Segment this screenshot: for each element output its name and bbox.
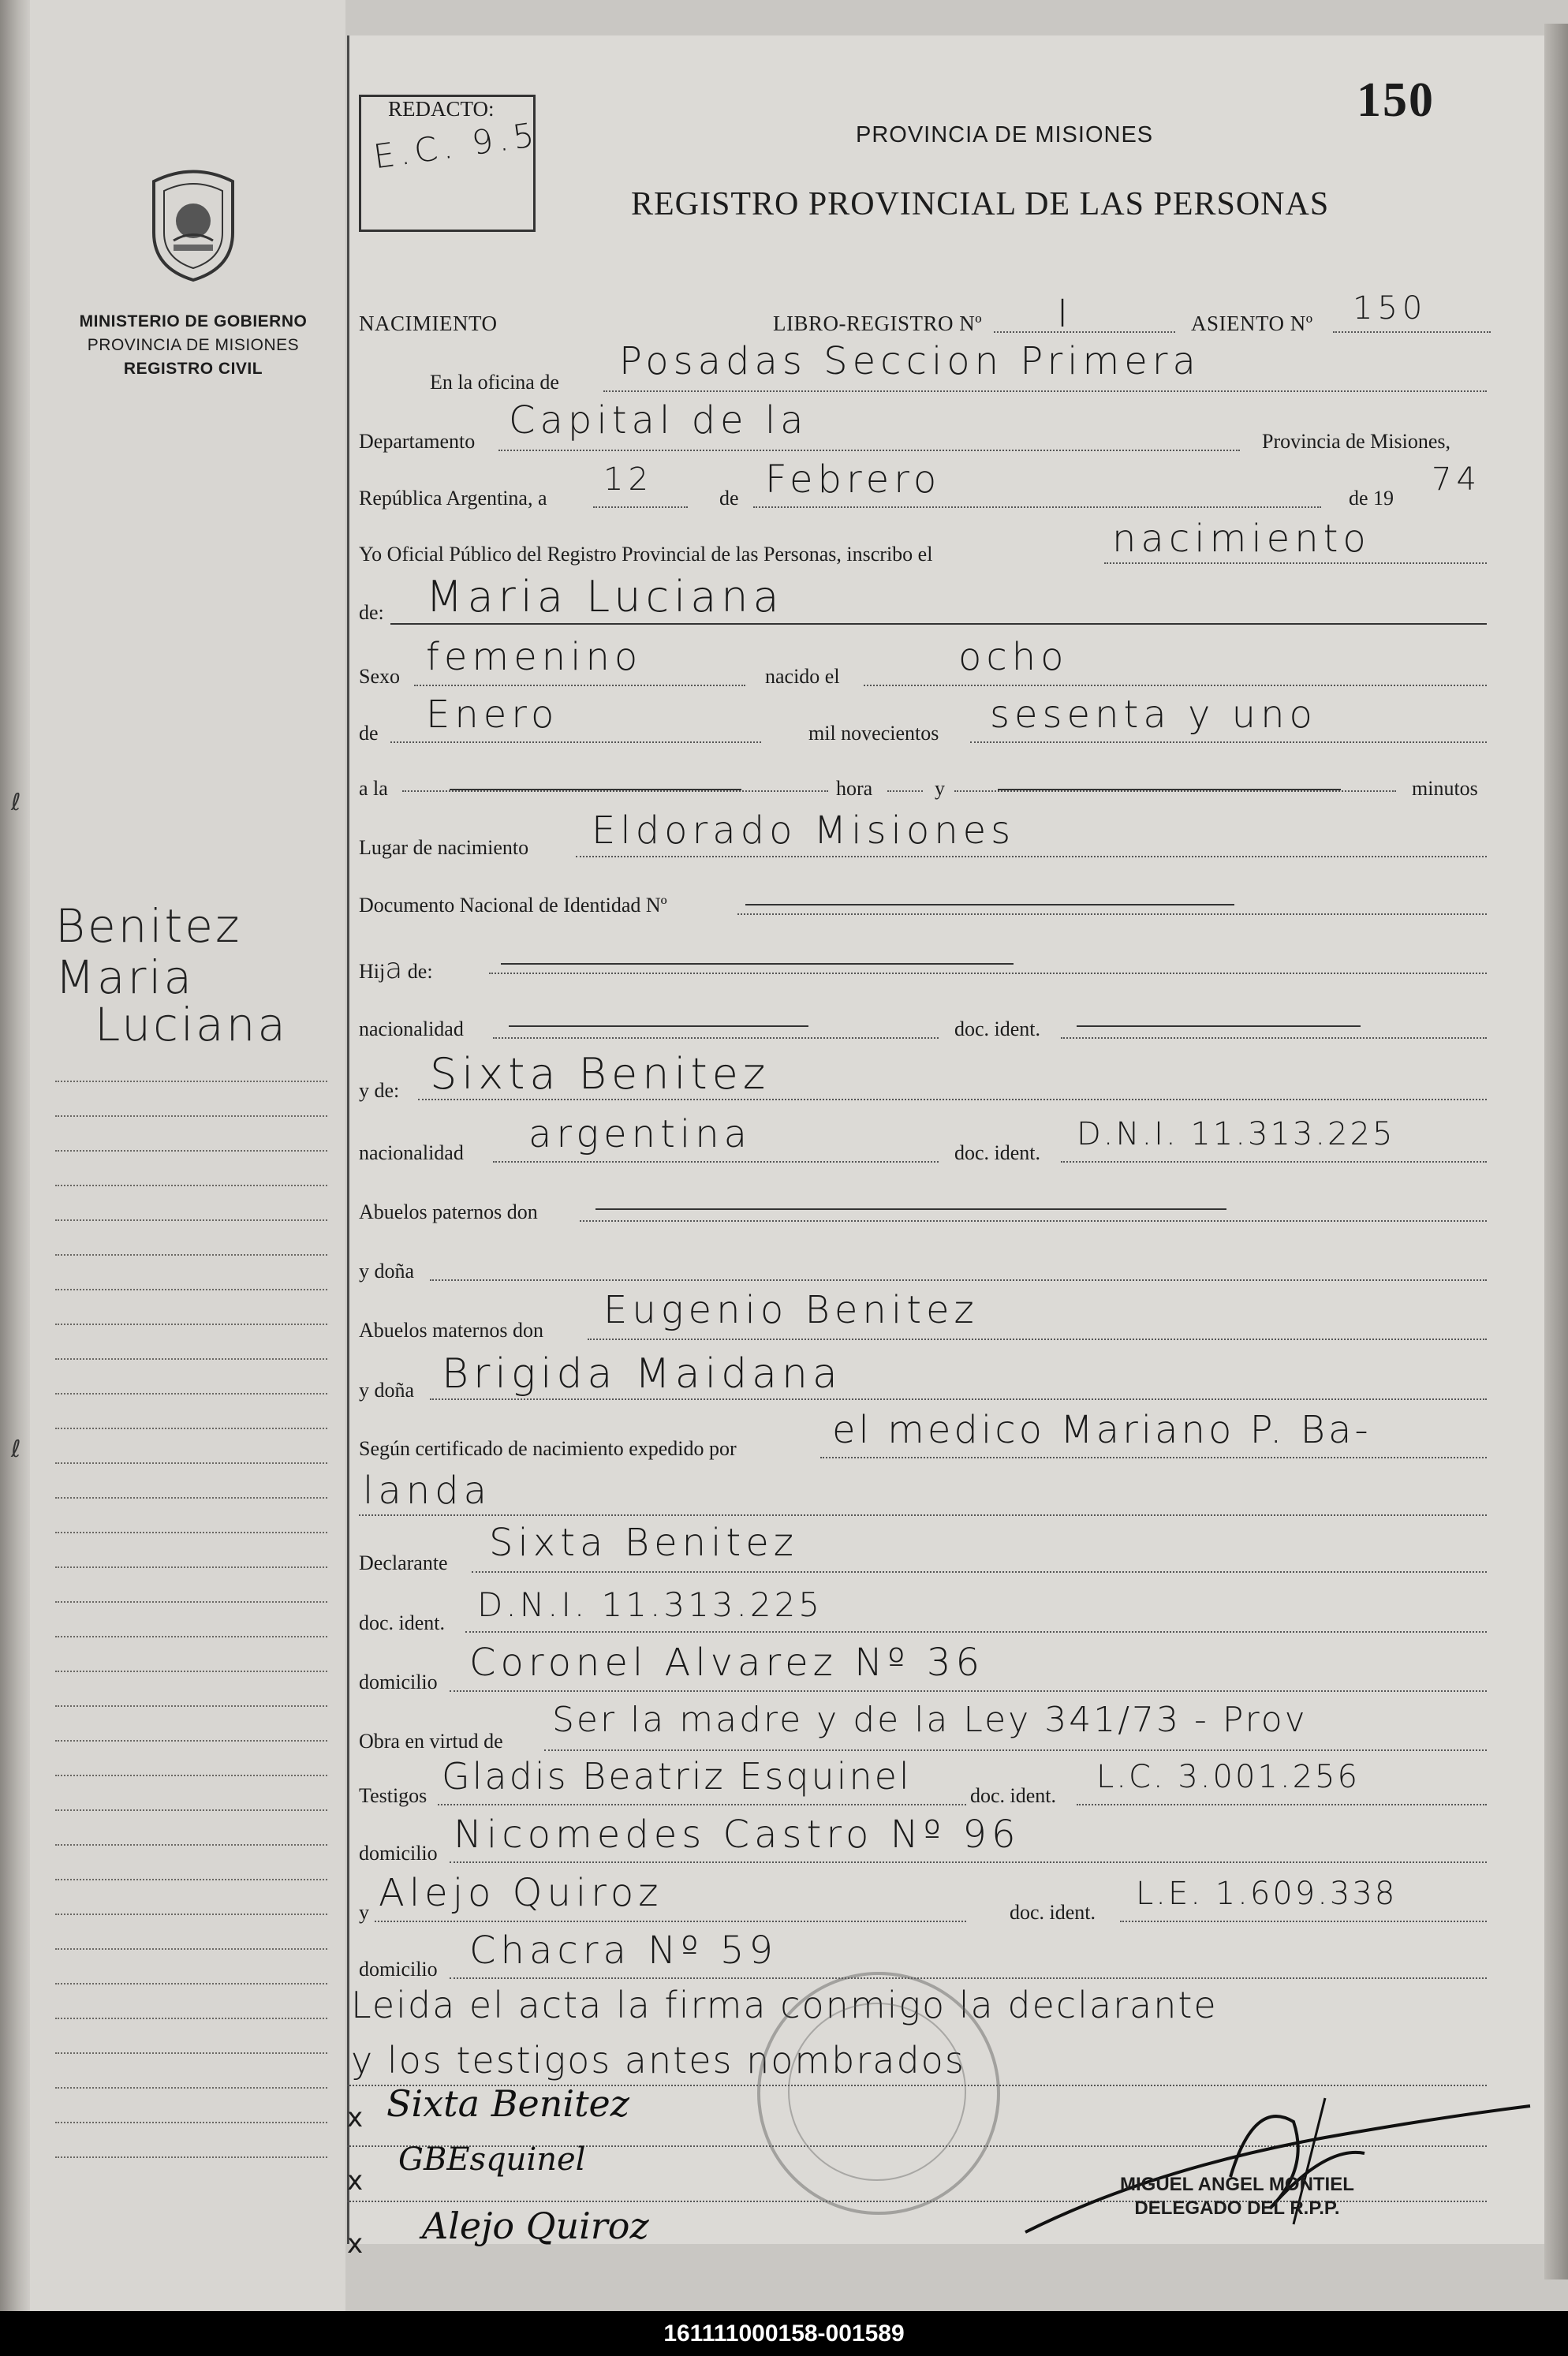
nombre-value: Maria Luciana [426,572,784,622]
doc-ident-padre-label: doc. ident. [954,1017,1041,1040]
official-block [1120,2173,1354,2220]
doc-ident-declarante-value: D.N.I. 11.313.225 [477,1585,823,1624]
abuela-materna-value: Brigida Maidana [442,1350,842,1398]
margin-first-name: Maria [55,950,195,1004]
minutos-label: minutos [1412,777,1478,800]
anio-nac-value: sesenta y uno [990,693,1317,737]
a-la-label: a la [359,777,388,800]
declarante-label: Declarante [359,1551,448,1574]
domicilio-testigo2-value: Chacra Nº 59 [469,1928,778,1973]
hij-suffix: a [385,953,403,985]
ministry-line: MINISTERIO DE GOBIERNO [79,312,308,330]
nacionalidad-madre-label: nacionalidad [359,1141,464,1164]
mes-value: Febrero [765,457,942,502]
signature-declarante: Sixta Benitez [386,2082,630,2125]
civil-registry-line: REGISTRO CIVIL [123,360,263,378]
margin-ruled-lines [55,1081,327,2191]
oficina-value: Posadas Seccion Primera [619,339,1200,383]
libro-label: LIBRO-REGISTRO Nº [773,312,983,335]
record-type-label: NACIMIENTO [359,312,498,335]
margin-surname: Benitez [55,899,242,953]
redacto-label: REDACTO: [388,97,495,121]
departamento-label: Departamento [359,430,476,453]
official-signature-flourish [994,2051,1538,2256]
doc-ident-testigo2-label: doc. ident. [1010,1901,1096,1924]
hora-label: hora [836,777,873,800]
official-title: DELEGADO DEL R.P.P. [1134,2197,1340,2219]
mes-nac-label: de [359,722,379,745]
republica-label: República Argentina, a [359,487,547,510]
dona-materna-label: y doña [359,1379,415,1402]
departamento-value: Capital de la [509,398,808,442]
segun-label: Según certificado de nacimiento expedido por [359,1437,737,1460]
nacionalidad-padre-label: nacionalidad [359,1017,464,1040]
redacto-initials: E.C. 9.5 [371,114,542,177]
nacido-value: ocho [958,635,1069,679]
abuelos-paternos-label: Abuelos paternos don [359,1200,538,1223]
sexo-value: femenino [426,635,643,679]
signature-testigo2: Alejo Quiroz [422,2205,649,2247]
y-label: y [935,777,945,800]
registry-title: REGISTRO PROVINCIAL DE LAS PERSONAS [631,186,1330,222]
hij-label-text: Hij [359,960,386,983]
domicilio-label: domicilio [359,1671,438,1693]
signature-mark: x [347,2102,364,2134]
closing-line-2: y los testigos antes nombrados [351,2039,965,2082]
abuelo-materno-value: Eugenio Benitez [603,1288,979,1332]
testigos-label: Testigos [359,1784,427,1807]
oficina-label: En la oficina de [430,371,559,394]
hij-label [359,953,433,985]
obra-value: Ser la madre y de la Ley 341/73 - Prov [552,1700,1308,1740]
provincia-label: Provincia de Misiones, [1262,430,1451,453]
testigo2-prefix: y [359,1901,369,1924]
domicilio-value: Coronel Alvarez Nº 36 [469,1641,984,1685]
page-edge [1544,24,1568,2279]
coat-of-arms-seal [142,166,245,284]
anio-value: 74 [1432,461,1481,498]
signature-mark: x [347,2165,364,2197]
lugar-label: Lugar de nacimiento [359,836,529,859]
doc-ident-testigo2-value: L.E. 1.609.338 [1136,1876,1398,1912]
nombre-label: de: [359,601,384,624]
asiento-label: ASIENTO Nº [1191,312,1313,335]
abuelos-maternos-label: Abuelos maternos don [359,1319,543,1342]
margin-tick: ℓ [11,1436,21,1463]
page-number: 150 [1357,73,1435,127]
lugar-value: Eldorado Misiones [592,808,1016,853]
domicilio-testigo2-label: domicilio [359,1958,438,1981]
book-binding [0,0,30,2311]
doc-ident-madre-value: D.N.I. 11.313.225 [1077,1116,1395,1152]
dni-label: Documento Nacional de Identidad Nº [359,894,667,917]
mil-label: mil novecientos [808,722,939,745]
ministry-heading [47,310,339,381]
libro-value: I [1057,292,1073,336]
official-stamp [757,1972,1000,2215]
obra-label: Obra en virtud de [359,1730,503,1753]
dona-paterna-label: y doña [359,1260,415,1283]
doc-ident-testigo1-label: doc. ident. [970,1784,1057,1807]
segun-value-cont: landa [363,1469,492,1513]
testigo1-value: Gladis Beatriz Esquinel [442,1755,912,1798]
closing-line-1: Leida el acta la firma conmigo la declarante [351,1984,1218,2026]
province-heading: PROVINCIA DE MISIONES [856,122,1154,147]
domicilio-testigo1-value: Nicomedes Castro Nº 96 [454,1813,1021,1857]
doc-ident-testigo1-value: L.C. 3.001.256 [1096,1759,1360,1795]
dia-value: 12 [603,461,653,498]
sexo-label: Sexo [359,665,400,688]
province-line: PROVINCIA DE MISIONES [87,336,300,354]
domicilio-testigo1-label: domicilio [359,1842,438,1865]
anio-label: de 19 [1349,487,1394,510]
hij-de-label: de: [407,960,433,983]
segun-value: el medico Mariano P. Ba- [832,1408,1372,1452]
doc-ident-madre-label: doc. ident. [954,1141,1041,1164]
redacto-box [359,95,542,232]
madre-value: Sixta Benitez [430,1049,771,1099]
signature-testigo1: GBEsquinel [398,2141,586,2178]
nacionalidad-madre-value: argentina [528,1112,752,1156]
de-label: de [719,487,739,510]
official-name: MIGUEL ANGEL MONTIEL [1120,2174,1354,2195]
signature-mark: x [347,2228,364,2260]
testigo2-value: Alejo Quiroz [379,1871,663,1915]
asiento-value: 150 [1353,290,1428,327]
madre-label: y de: [359,1079,400,1102]
doc-ident-declarante-label: doc. ident. [359,1611,446,1634]
barcode-footer: 161111000158-001589 [0,2311,1568,2356]
margin-second-name: Luciana [95,998,288,1051]
inscribo-label: Yo Oficial Público del Registro Provincial de las Personas, inscribo el [359,543,933,566]
margin-tick: ℓ [11,789,21,816]
declarante-value: Sixta Benitez [489,1521,798,1565]
mes-nac-value: Enero [426,693,559,737]
nacido-label: nacido el [765,665,840,688]
inscribo-value: nacimiento [1112,517,1371,561]
